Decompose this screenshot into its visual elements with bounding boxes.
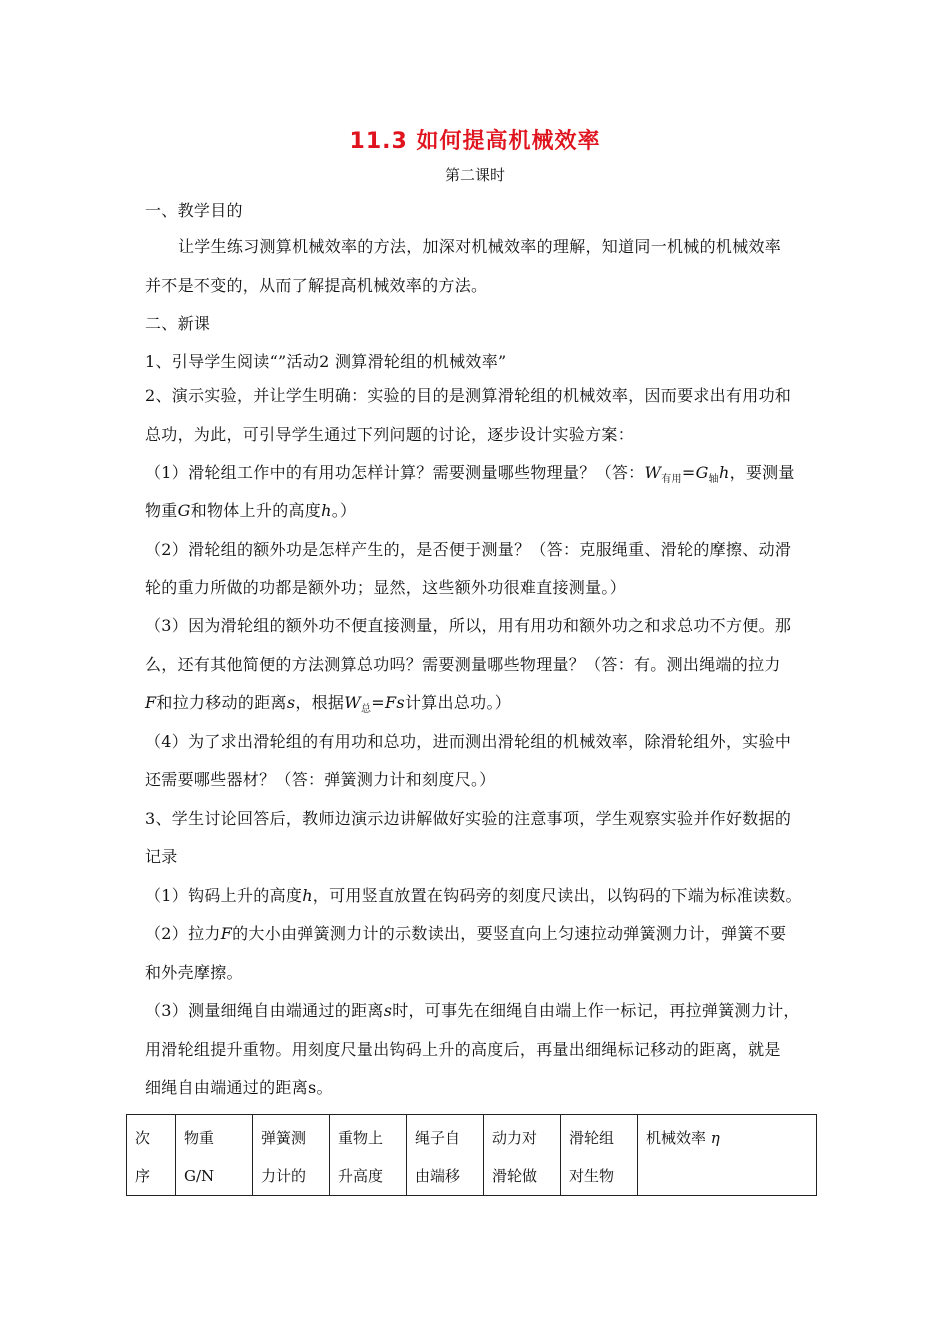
table-header-row bbox=[127, 1115, 817, 1196]
note-1: （1）钩码上升的高度h，可用竖直放置在钩码旁的刻度尺读出，以钩码的下端为标准读数。 bbox=[145, 886, 802, 905]
question-4-line-1: （4）为了求出滑轮组的有用功和总功，进而测出滑轮组的机械效率，除滑轮组外，实验中 bbox=[145, 732, 792, 751]
paragraph: 1、引导学生阅读“”活动2 测算滑轮组的机械效率” bbox=[145, 352, 507, 371]
paragraph: 总功，为此，可引导学生通过下列问题的讨论，逐步设计实验方案： bbox=[145, 425, 635, 444]
section-heading-objectives: 一、教学目的 bbox=[145, 201, 243, 220]
question-1-line-2: 物重G和物体上升的高度h。） bbox=[145, 501, 357, 520]
question-2-line-1: （2）滑轮组的额外功是怎样产生的，是否便于测量？（答：克服绳重、滑轮的摩擦、动滑 bbox=[145, 540, 792, 559]
question-4-line-2: 还需要哪些器材？（答：弹簧测力计和刻度尺。） bbox=[145, 770, 496, 789]
table-header-cell: 绳子自 由端移 bbox=[407, 1115, 484, 1196]
note-3-line-1: （3）测量细绳自由端通过的距离s时，可事先在细绳自由端上作一标记，再拉弹簧测力计， bbox=[145, 1001, 800, 1020]
paragraph: 并不是不变的，从而了解提高机械效率的方法。 bbox=[145, 276, 488, 295]
note-3-line-2: 用滑轮组提升重物。用刻度尺量出钩码上升的高度后，再量出细绳标记移动的距离，就是 bbox=[145, 1040, 781, 1059]
table-header-cell: 次 序 bbox=[127, 1115, 176, 1196]
paragraph: 让学生练习测算机械效率的方法，加深对机械效率的理解，知道同一机械的机械效率 bbox=[178, 237, 782, 256]
table-header-cell: 物重 G/N bbox=[176, 1115, 253, 1196]
table-header-cell: 动力对 滑轮做 bbox=[484, 1115, 561, 1196]
question-1-line-1: （1）滑轮组工作中的有用功怎样计算？需要测量哪些物理量？（答：$W_{有用}=G_轴h$，要测量 bbox=[145, 463, 795, 486]
question-3-line-3: F和拉力移动的距离s，根据$W_总=Fs$计算出总功。） bbox=[145, 693, 512, 716]
page-subtitle: 第二课时 bbox=[444, 166, 505, 184]
paragraph: 记录 bbox=[145, 847, 178, 866]
table-header-cell: 机械效率 η bbox=[638, 1115, 817, 1196]
note-3-line-3: 细绳自由端通过的距离s。 bbox=[145, 1078, 333, 1097]
note-2-line-1: （2）拉力F的大小由弹簧测力计的示数读出，要竖直向上匀速拉动弹簧测力计，弹簧不要 bbox=[145, 924, 787, 943]
question-3-line-1: （3）因为滑轮组的额外功不便直接测量，所以，用有用功和额外功之和求总功不方便。那 bbox=[145, 616, 792, 635]
paragraph: 2、演示实验，并让学生明确：实验的目的是测算滑轮组的机械效率，因而要求出有用功和 bbox=[145, 386, 792, 405]
question-3-line-2: 么，还有其他简便的方法测算总功吗？需要测量哪些物理量？（答：有。测出绳端的拉力 bbox=[145, 655, 781, 674]
section-heading-new-lesson: 二、新课 bbox=[145, 314, 211, 333]
page-title: 11.3 如何提高机械效率 bbox=[349, 129, 601, 154]
data-table bbox=[126, 1114, 817, 1196]
question-2-line-2: 轮的重力所做的功都是额外功；显然，这些额外功很难直接测量。） bbox=[145, 578, 627, 597]
table-header-cell: 滑轮组 对生物 bbox=[561, 1115, 638, 1196]
paragraph: 3、学生讨论回答后，教师边演示边讲解做好实验的注意事项，学生观察实验并作好数据的 bbox=[145, 809, 792, 828]
table-header-cell: 弹簧测 力计的 bbox=[253, 1115, 330, 1196]
table-header-cell: 重物上 升高度 bbox=[330, 1115, 407, 1196]
note-2-line-2: 和外壳摩擦。 bbox=[145, 963, 243, 982]
